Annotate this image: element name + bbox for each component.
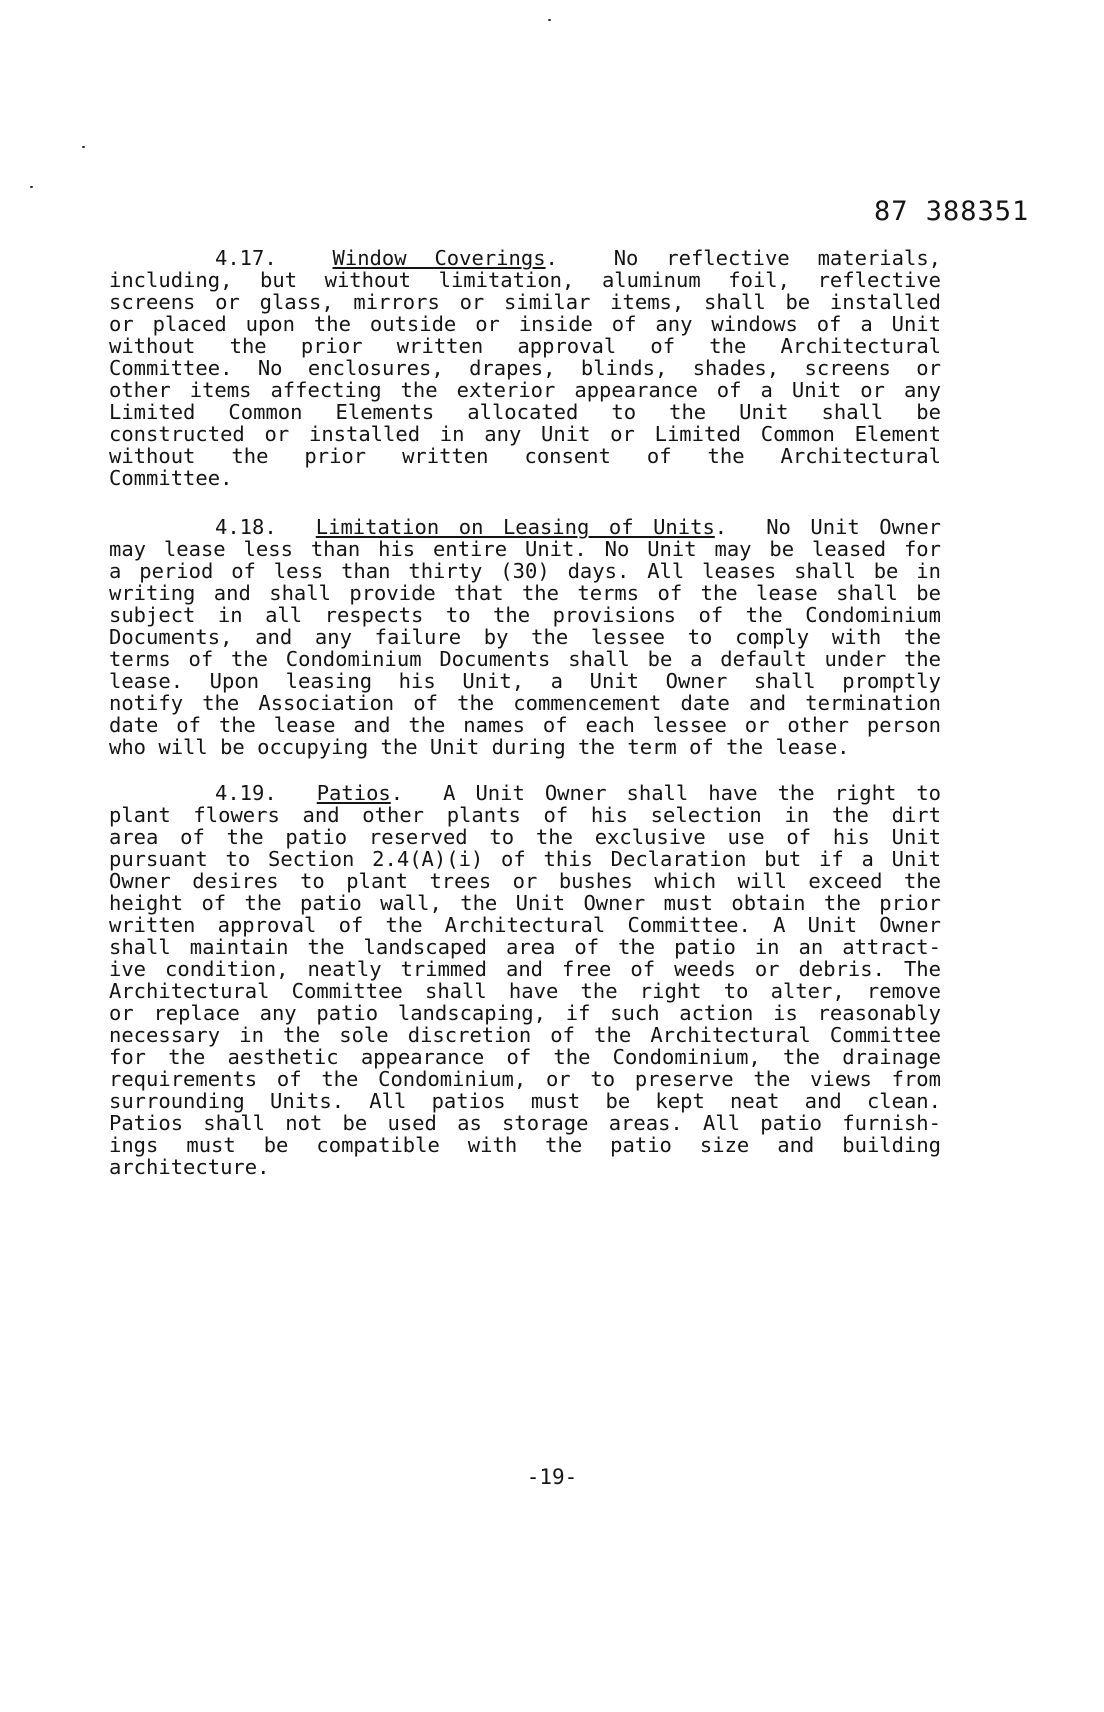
paragraph-line: including, but without limitation, aluminum foil, reflective: [109, 268, 941, 292]
paragraph-line: written approval of the Architectural Committee. A Unit Owner: [109, 913, 941, 937]
paragraph-line: subject in all respects to the provisions of the Condominium: [109, 603, 941, 627]
document-number: 87 388351: [874, 196, 1030, 227]
paragraph-line: requirements of the Condominium, or to preserve the views from: [109, 1067, 941, 1091]
paragraph-line: shall maintain the landscaped area of the patio in an attract-: [109, 935, 941, 959]
paragraph-line: for the aesthetic appearance of the Condominium, the drainage: [109, 1045, 941, 1069]
paragraph-line: architecture.: [109, 1155, 270, 1179]
paragraph-line: Limited Common Elements allocated to the Unit shall be: [109, 400, 941, 424]
section-number: 4.19.: [215, 781, 277, 805]
section-number: 4.17.: [215, 246, 277, 270]
paragraph-line: Committee. No enclosures, drapes, blinds, shades, screens or: [109, 356, 941, 380]
paragraph-line: Documents, and any failure by the lessee to comply with the: [109, 625, 941, 649]
paragraph-line: A Unit Owner shall have the right to: [443, 781, 942, 805]
page-number: -19-: [526, 1465, 578, 1489]
paragraph-line: writing and shall provide that the terms of the lease shall be: [109, 581, 941, 605]
section-title: Limitation on Leasing of Units: [315, 515, 715, 539]
paragraph-line: notify the Association of the commencement date and termination: [109, 691, 941, 715]
paragraph-line: surrounding Units. All patios must be kept neat and clean.: [109, 1089, 941, 1113]
paragraph-line: No reflective materials,: [613, 246, 941, 270]
paragraph-line: who will be occupying the Unit during the term of the lease.: [109, 735, 850, 759]
scan-speck: [30, 186, 33, 188]
paragraph-line: without the prior written consent of the Architectural: [109, 444, 941, 468]
section-heading-line: 4.17. Window Coverings. No reflective materials,: [215, 246, 941, 270]
paragraph-line: lease. Upon leasing his Unit, a Unit Owner shall promptly: [109, 669, 941, 693]
paragraph-line: Committee.: [109, 466, 233, 490]
section-4-17: [109, 247, 941, 489]
section-heading-line: 4.18. Limitation on Leasing of Units. No Unit Owner: [215, 515, 942, 539]
paragraph-line: No Unit Owner: [766, 515, 942, 539]
scan-speck: [548, 19, 551, 21]
paragraph-line: screens or glass, mirrors or similar items, shall be installed: [109, 290, 941, 314]
paragraph-line: or placed upon the outside or inside of any windows of a Unit: [109, 312, 941, 336]
paragraph-line: Architectural Committee shall have the right to alter, remove: [109, 979, 941, 1003]
paragraph-line: other items affecting the exterior appearance of a Unit or any: [109, 378, 941, 402]
paragraph-line: pursuant to Section 2.4(A)(i) of this Declaration but if a Unit: [109, 847, 941, 871]
paragraph-line: plant flowers and other plants of his selection in the dirt: [109, 803, 941, 827]
paragraph-line: necessary in the sole discretion of the Architectural Committee: [109, 1023, 941, 1047]
paragraph-line: may lease less than his entire Unit. No Unit may be leased for: [109, 537, 941, 561]
section-title: Window Coverings: [332, 246, 546, 270]
section-number: 4.18.: [215, 515, 277, 539]
paragraph-line: terms of the Condominium Documents shall be a default under the: [109, 647, 941, 671]
paragraph-line: ive condition, neatly trimmed and free of weeds or debris. The: [109, 957, 941, 981]
paragraph-line: Owner desires to plant trees or bushes which will exceed the: [109, 869, 941, 893]
paragraph-line: date of the lease and the names of each lessee or other person: [109, 713, 941, 737]
paragraph-line: a period of less than thirty (30) days. All leases shall be in: [109, 559, 941, 583]
section-heading-line: 4.19. Patios. A Unit Owner shall have the right to: [215, 781, 942, 805]
section-title: Patios: [316, 781, 391, 805]
paragraph-line: or replace any patio landscaping, if such action is reasonably: [109, 1001, 941, 1025]
paragraph-line: ings must be compatible with the patio size and building: [109, 1133, 941, 1157]
paragraph-line: height of the patio wall, the Unit Owner must obtain the prior: [109, 891, 941, 915]
section-4-19: [109, 782, 941, 1178]
section-4-18: [109, 516, 941, 758]
paragraph-line: without the prior written approval of the Architectural: [109, 334, 941, 358]
paragraph-line: area of the patio reserved to the exclusive use of his Unit: [109, 825, 941, 849]
paragraph-line: Patios shall not be used as storage areas. All patio furnish-: [109, 1111, 941, 1135]
paragraph-line: constructed or installed in any Unit or Limited Common Element: [109, 422, 941, 446]
scan-speck: [82, 146, 85, 148]
